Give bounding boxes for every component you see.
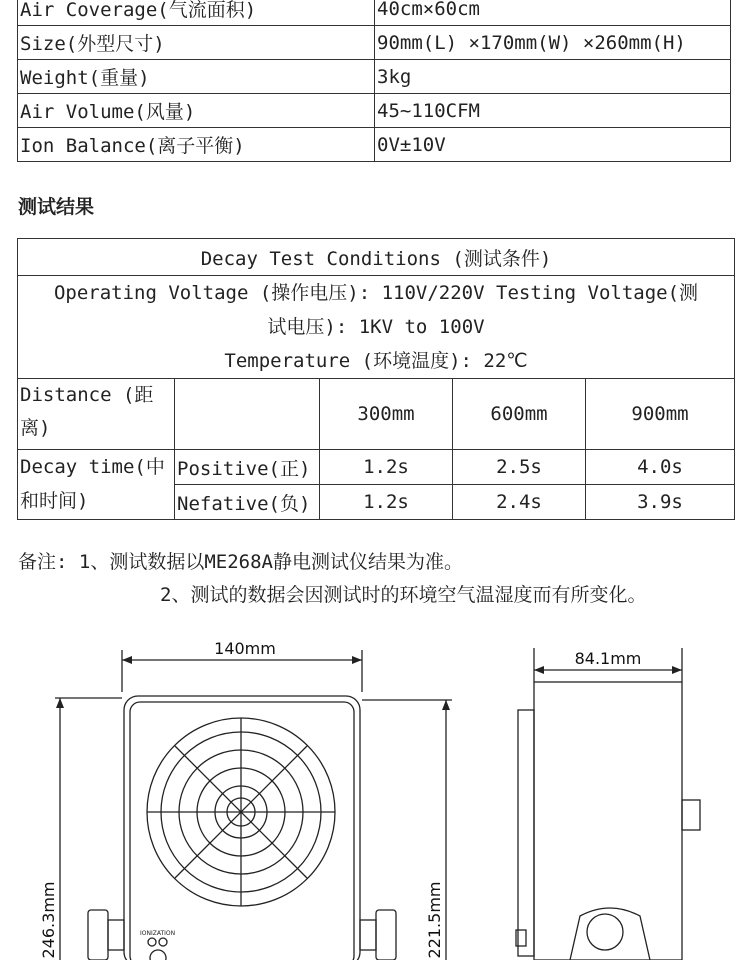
spec-value: 0V±10V: [375, 128, 731, 162]
left-knob-shaft: [108, 920, 124, 950]
right-knob-shaft: [360, 920, 376, 950]
spec-label: Air Coverage(气流面积): [18, 0, 375, 26]
decay-value: 2.5s: [453, 450, 586, 485]
spec-row: [18, 94, 731, 128]
decay-test-table: [17, 238, 735, 520]
side-knob: [682, 800, 700, 830]
conditions-line: Temperature (环境温度): 22℃: [224, 350, 528, 372]
spec-row: [18, 26, 731, 60]
decay-title-row: [18, 239, 735, 276]
technical-drawing: [0, 620, 750, 960]
arrow-head: [122, 656, 132, 664]
section-title: 测试结果: [18, 196, 95, 218]
arrow-head: [672, 666, 682, 674]
distance-value: 600mm: [453, 379, 586, 450]
power-knob: [150, 950, 166, 960]
decay-row: [18, 450, 735, 485]
distance-value: 900mm: [586, 379, 735, 450]
distance-label: Distance (距离): [18, 379, 175, 450]
spec-label: Air Volume(风量): [18, 94, 375, 128]
width-dimension: 140mm: [214, 639, 276, 658]
arrow-head: [442, 700, 450, 710]
note-line-2: 2、测试的数据会因测试时的环境空气温湿度而有所变化。: [160, 584, 647, 606]
spec-table: [17, 0, 731, 162]
minus-icon: [159, 938, 167, 946]
arrow-head: [352, 656, 362, 664]
spec-value: 40cm×60cm: [375, 0, 731, 26]
polarity-label: Nefative(负): [175, 485, 320, 520]
spec-row: [18, 60, 731, 94]
decay-value: 4.0s: [586, 450, 735, 485]
height-dimension: 246.3mm: [39, 881, 58, 959]
spec-value: 90mm(L) ×170mm(W) ×260mm(H): [375, 26, 731, 60]
right-knob: [376, 910, 396, 960]
side-housing: [534, 682, 682, 960]
spec-label: Size(外型尺寸): [18, 26, 375, 60]
arrow-head: [534, 666, 544, 674]
decay-conditions-row: [18, 276, 735, 379]
front-housing: [124, 696, 360, 960]
spec-value: 45~110CFM: [375, 94, 731, 128]
decay-value: 3.9s: [586, 485, 735, 520]
spec-label: Ion Balance(离子平衡): [18, 128, 375, 162]
spec-value: 3kg: [375, 60, 731, 94]
plus-icon: [148, 938, 156, 946]
distance-row: [18, 379, 735, 450]
decay-time-label: Decay time(中和时间): [18, 450, 175, 520]
spec-row: [18, 0, 731, 26]
spec-row: [18, 128, 731, 162]
blank-cell: [175, 379, 320, 450]
side-stand-hole: [587, 914, 623, 950]
arrow-head: [56, 698, 64, 708]
distance-value: 300mm: [320, 379, 453, 450]
conditions-line: 试电压): 1KV to 100V: [267, 316, 485, 338]
decay-conditions: [18, 276, 735, 379]
spec-label: Weight(重量): [18, 60, 375, 94]
conditions-line: Operating Voltage (操作电压): 110V/220V Testing Voltage(测: [53, 282, 699, 304]
inner-height-dimension: 221.5mm: [425, 881, 444, 959]
decay-value: 2.4s: [453, 485, 586, 520]
ionization-label: IONIZATION: [140, 930, 176, 937]
left-knob: [88, 910, 108, 960]
depth-dimension: 84.1mm: [574, 649, 642, 668]
decay-title: Decay Test Conditions (测试条件): [18, 239, 735, 276]
side-stand: [570, 908, 650, 960]
note-line-1: 备注: 1、测试数据以ME268A静电测试仪结果为准。: [18, 551, 463, 573]
decay-value: 1.2s: [320, 485, 453, 520]
side-back-plate: [518, 710, 534, 956]
decay-value: 1.2s: [320, 450, 453, 485]
polarity-label: Positive(正): [175, 450, 320, 485]
